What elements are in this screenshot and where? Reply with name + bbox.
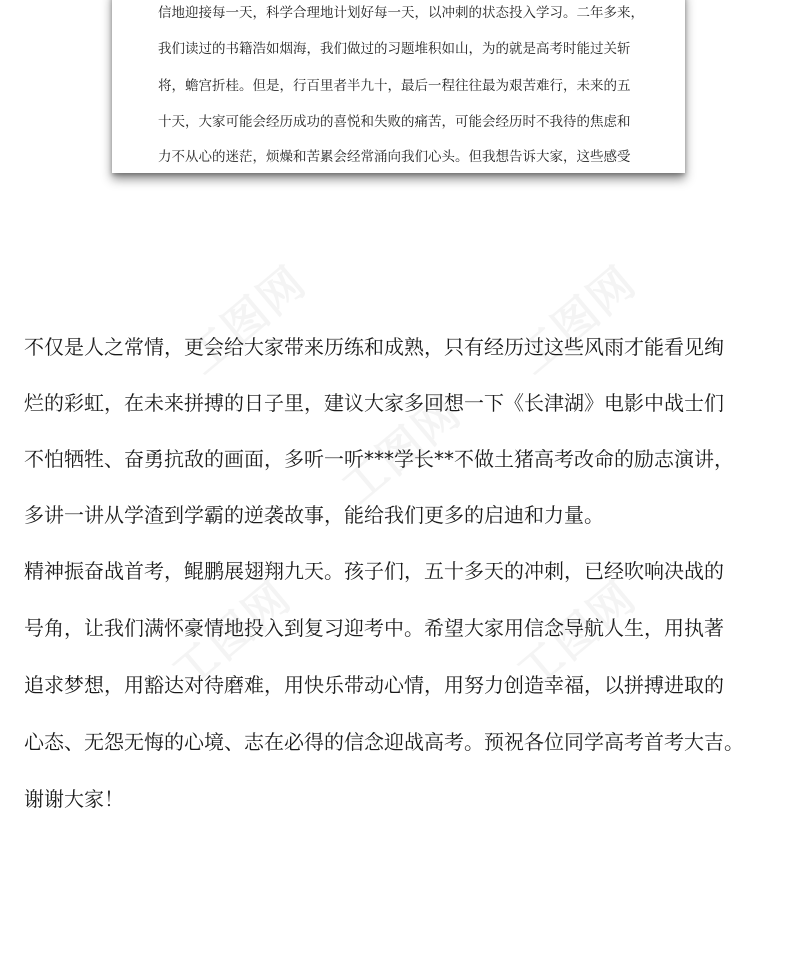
body-text-line: 谢谢大家！ <box>24 787 124 811</box>
body-text-line: 不仅是人之常情，更会给大家带来历练和成熟，只有经历过这些风雨才能看见绚 <box>24 335 724 359</box>
body-text-line: 号角，让我们满怀豪情地投入到复习迎考中。希望大家用信念导航人生，用执著 <box>24 616 724 640</box>
body-text-line: 不怕牺牲、奋勇抗敌的画面，多听一听***学长**不做土猪高考改命的励志演讲， <box>24 447 734 471</box>
watermark <box>171 248 318 386</box>
card-text-line: 将，蟾宫折桂。但是，行百里者半九十，最后一程往往最为艰苦难行，未来的五 <box>158 78 631 94</box>
body-text-line: 烂的彩虹，在未来拼搏的日子里，建议大家多回想一下《长津湖》电影中战士们 <box>24 391 724 415</box>
watermark <box>501 248 648 386</box>
body-text-line: 精神振奋战首考，鲲鹏展翅翔九天。孩子们，五十多天的冲刺，已经吹响决战的 <box>24 559 724 583</box>
body-text-line: 追求梦想，用豁达对待磨难，用快乐带动心情，用努力创造幸福，以拼搏进取的 <box>24 673 724 697</box>
card-text-line: 信地迎接每一天，科学合理地计划好每一天，以冲刺的状态投入学习。二年多来， <box>158 5 644 21</box>
card-text-line: 我们读过的书籍浩如烟海，我们做过的习题堆积如山，为的就是高考时能过关斩 <box>158 41 631 57</box>
card-text-line: 十天，大家可能会经历成功的喜悦和失败的痛苦，可能会经历时不我待的焦虑和 <box>158 114 631 130</box>
body-text-line: 心态、无怨无悔的心境、志在必得的信念迎战高考。预祝各位同学高考首考大吉。 <box>24 730 744 754</box>
body-text-line: 多讲一讲从学渣到学霸的逆袭故事，能给我们更多的启迪和力量。 <box>24 503 604 527</box>
document-preview-card <box>112 0 685 173</box>
card-text-line: 力不从心的迷茫，烦燥和苦累会经常涌向我们心头。但我想告诉大家，这些感受 <box>158 149 631 165</box>
